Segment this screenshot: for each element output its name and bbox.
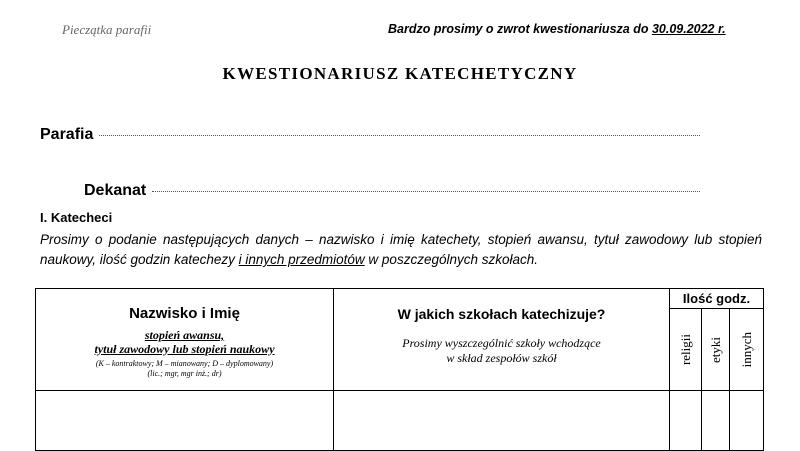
hours-header: Ilość godz.	[670, 289, 764, 309]
name-note-grades: (K – kontraktowy; M – mianowany; D – dyplomowany)	[95, 358, 274, 368]
hours-col-etyki	[702, 309, 730, 391]
hours-col-innych	[730, 309, 764, 391]
school-sub-line2: w skład zespołów szkół	[446, 350, 557, 365]
dekanat-label: Dekanat	[84, 182, 147, 199]
catechists-table	[35, 288, 764, 451]
parafia-label: Parafia	[40, 126, 94, 143]
description-underlined: i innych przedmiotów	[238, 252, 365, 267]
description-part2: w poszczególnych szkołach.	[364, 252, 539, 267]
row1-religii-cell[interactable]	[670, 391, 702, 451]
section-heading: I. Katecheci	[40, 210, 113, 225]
dekanat-field[interactable]	[84, 182, 700, 200]
section-description	[40, 230, 762, 270]
parafia-field[interactable]	[40, 126, 700, 144]
deadline-date: 30.09.2022 r.	[651, 22, 726, 36]
name-header: Nazwisko i Imię	[129, 304, 240, 322]
school-column-header	[334, 289, 670, 391]
deadline-text: Bardzo prosimy o zwrot kwestionariusza do	[388, 22, 652, 36]
hours-col-religii	[670, 309, 702, 391]
row1-school-cell[interactable]	[334, 391, 670, 451]
school-header: W jakich szkołach katechizuje?	[397, 305, 606, 322]
parafia-fill-line[interactable]	[99, 135, 700, 136]
name-column-header	[36, 289, 334, 391]
row1-etyki-cell[interactable]	[702, 391, 730, 451]
row1-innych-cell[interactable]	[730, 391, 764, 451]
dekanat-fill-line[interactable]	[152, 191, 700, 192]
name-sub-line2: tytuł zawodowy lub stopień naukowy	[94, 341, 275, 356]
hours-label-etyki: etyki	[708, 336, 723, 363]
hours-label-religii: religii	[678, 333, 693, 366]
hours-label-innych: innych	[739, 331, 754, 368]
school-sub-line1: Prosimy wyszczególnić szkoły wchodzące	[402, 335, 601, 350]
description-part1: Prosimy o podanie następujących danych – nazwisko i imię katechety, stopień awansu, tytuł zawodowy lub stopień naukowy, ilość godzin katechezy	[40, 232, 762, 267]
row1-name-cell[interactable]	[36, 391, 334, 451]
parish-stamp-label: Pieczątka parafii	[62, 22, 152, 37]
return-deadline-note	[388, 22, 726, 36]
name-note-degrees: (lic.; mgr, mgr inż.; dr)	[147, 368, 222, 378]
name-sub-line1: stopień awansu,	[144, 327, 225, 342]
document-title: KWESTIONARIUSZ KATECHETYCZNY	[222, 64, 578, 83]
